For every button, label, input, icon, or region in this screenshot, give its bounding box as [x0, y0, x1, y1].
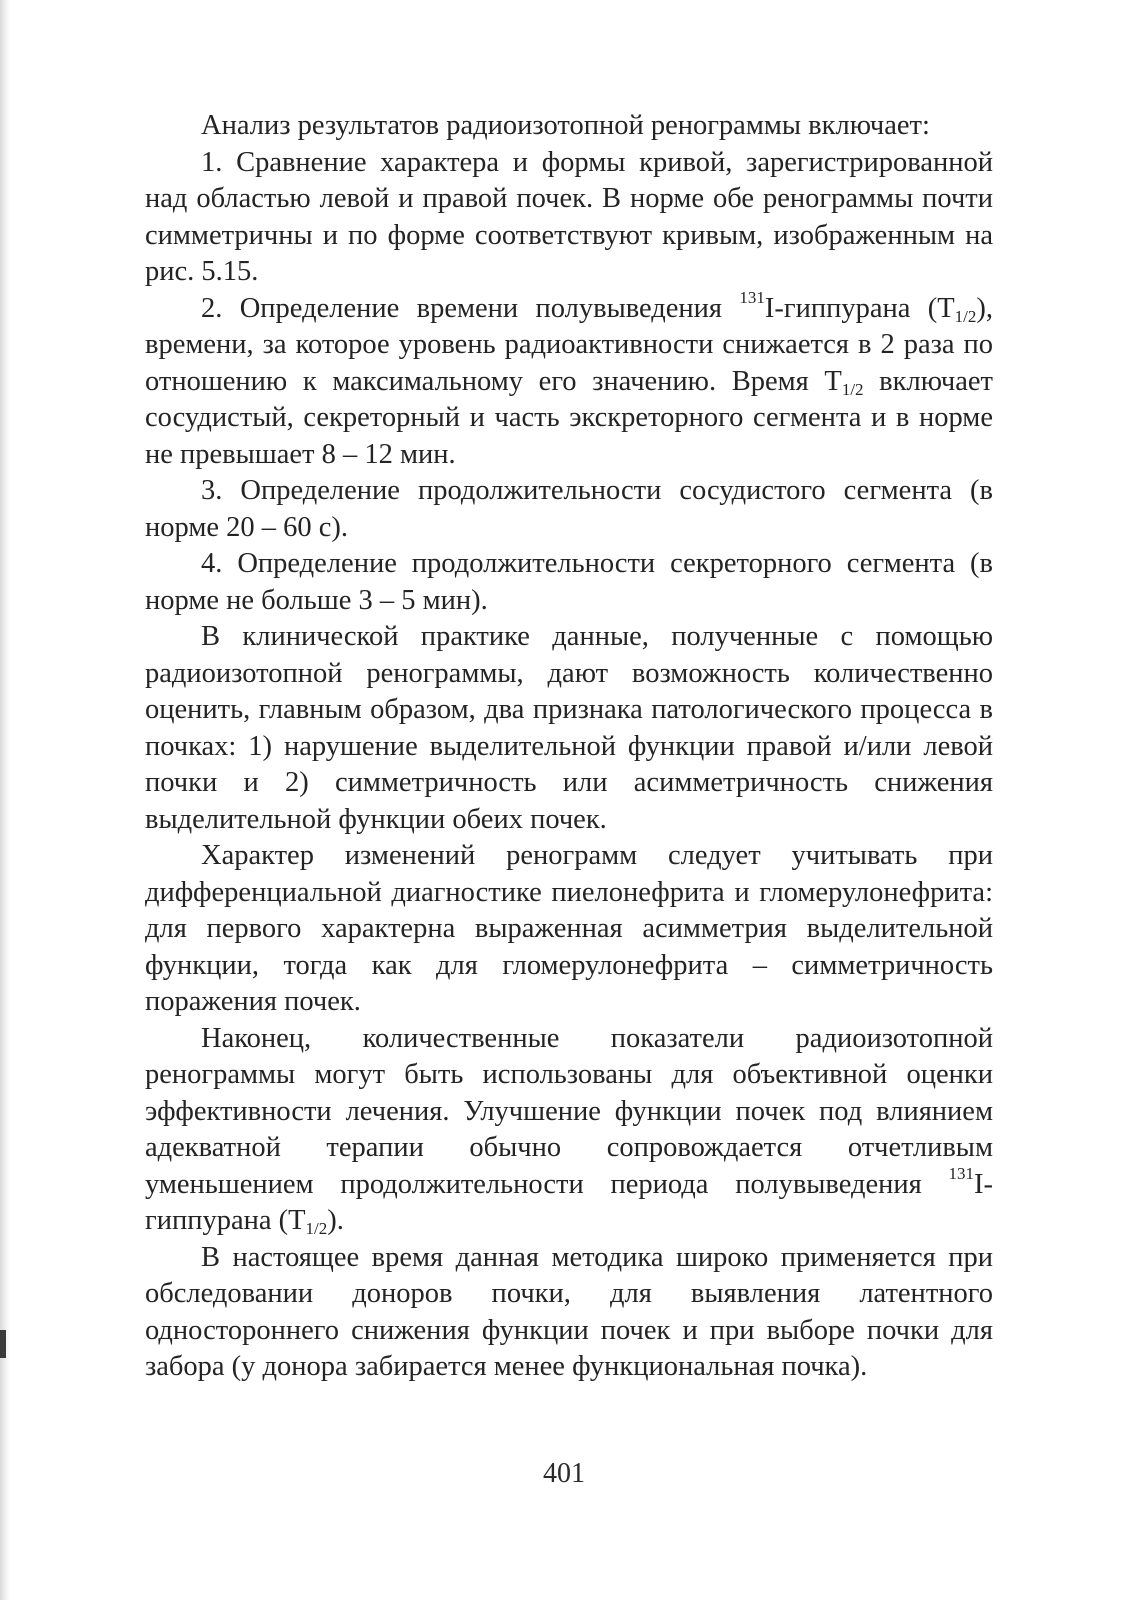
isotope-mass: 131 — [739, 287, 765, 307]
item2-text-c: ), времени, за которое уровень радиоактивности снижается в 2 раза по отношению к максимальному его значению. Время T — [145, 292, 993, 397]
page-number: 401 — [543, 1458, 585, 1489]
item2-text-a: 2. Определение времени полувыведения — [201, 292, 740, 324]
isotope-mass: 131 — [948, 1163, 975, 1183]
finally-text-c: ). — [327, 1205, 344, 1236]
current-use-paragraph: В настоящее время данная методика широко применяется при обследовании доноров почки, для выявления латентного одностороннего снижения функции почек и при выборе почки для забора (у донора забирается менее функциональная почка). — [145, 1241, 993, 1382]
list-item-2 — [145, 287, 993, 474]
scan-mark — [0, 1330, 6, 1358]
finally-paragraph — [145, 1021, 993, 1240]
finally-text-b: I-гиппурана (T — [145, 1168, 993, 1236]
list-item-1: 1. Сравнение характера и формы кривой, зарегистрированной над областью левой и правой почек. В норме обе ренограммы почти симметричны и по форме соответствуют кривым, изображенным на рис. 5.15. — [145, 146, 993, 287]
intro-paragraph: Анализ результатов радиоизотопной ренограммы включает: — [201, 110, 930, 141]
scan-edge — [0, 0, 10, 1600]
clinical-practice-paragraph: В клинической практике данные, полученные с помощью радиоизотопной ренограммы, дают возможность количественно оценить, главным образом, два признака патологического процесса в почках: 1) нарушение выделительной функции правой и/или левой почки и 2) симметричность или асимметричность снижения выделительной функции обеих почек. — [145, 621, 993, 835]
document-page — [145, 108, 993, 1386]
item2-text-d: включает сосудистый, секреторный и часть экскреторного сегмента и в норме не превышает 8 – 12 мин. — [145, 365, 993, 470]
finally-text-a: Наконец, количественные показатели радиоизотопной ренограммы могут быть использованы для объективной оценки эффективности лечения. Улучшение функции почек под влиянием адекватной терапии обычно сопровождается отчетливым уменьшением продолжительности периода полувыведения — [145, 1022, 993, 1200]
list-item-4: 4. Определение продолжительности секреторного сегмента (в норме не больше 3 – 5 мин). — [145, 548, 993, 616]
half-life-subscript: 1/2 — [841, 379, 864, 399]
list-item-3: 3. Определение продолжительности сосудистого сегмента (в норме 20 – 60 с). — [145, 475, 993, 543]
item2-text-b: I-гиппурана (T — [764, 292, 955, 324]
half-life-subscript: 1/2 — [954, 306, 977, 326]
character-paragraph: Характер изменений ренограмм следует учитывать при дифференциальной диагностике пиелонефрита и гломерулонефрита: для первого характерна выраженная асимметрия выделительной функции, тогда как для гломерулонефрита – симметричность поражения почек. — [145, 840, 993, 1017]
half-life-subscript: 1/2 — [305, 1219, 328, 1238]
